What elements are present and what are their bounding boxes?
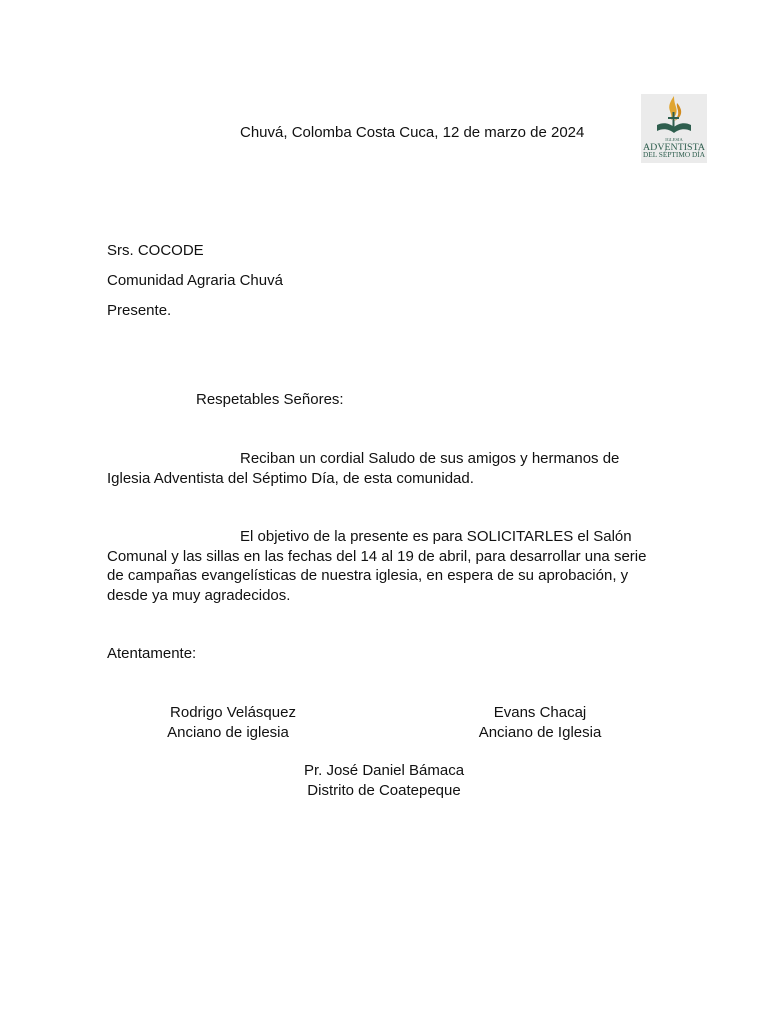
logo-text-septimo-dia: DEL SÉPTIMO DÍA — [643, 151, 705, 159]
church-logo — [641, 94, 707, 163]
signature-left-role: Anciano de iglesia — [167, 724, 289, 741]
body-paragraph-2: El objetivo de la presente es para SOLICITARLES el Salón Comunal y las sillas en las fechas del 14 al 19 de abril, para desarrollar una serie de campañas evangelísticas de nuestra iglesia, en espera de su aprobación, y desde ya muy agradecidos. — [107, 528, 647, 604]
recipient-line-2: Comunidad Agraria Chuvá — [107, 272, 283, 289]
signature-right-role: Anciano de Iglesia — [478, 724, 602, 741]
logo-text-iglesia: IGLESIA — [665, 137, 683, 142]
signature-bottom-role: Distrito de Coatepeque — [307, 782, 461, 799]
logo-text-adventista: ADVENTISTA — [643, 143, 706, 153]
signature-right-name: Evans Chacaj — [493, 704, 587, 721]
closing: Atentamente: — [107, 645, 197, 662]
signature-bottom-name: Pr. José Daniel Bámaca — [303, 762, 465, 779]
signature-left-name: Rodrigo Velásquez — [170, 704, 296, 721]
recipient-line-3: Presente. — [107, 302, 172, 319]
cross-icon — [673, 112, 675, 128]
place-and-date: Chuvá, Colomba Costa Cuca, 12 de marzo de 2024 — [240, 124, 585, 141]
body-paragraph-1: Reciban un cordial Saludo de sus amigos y hermanos de Iglesia Adventista del Séptimo Día, de esta comunidad. — [107, 450, 620, 487]
salutation: Respetables Señores: — [196, 391, 344, 408]
recipient-line-1: Srs. COCODE — [107, 242, 204, 259]
adventist-church-logo-icon — [641, 94, 707, 163]
